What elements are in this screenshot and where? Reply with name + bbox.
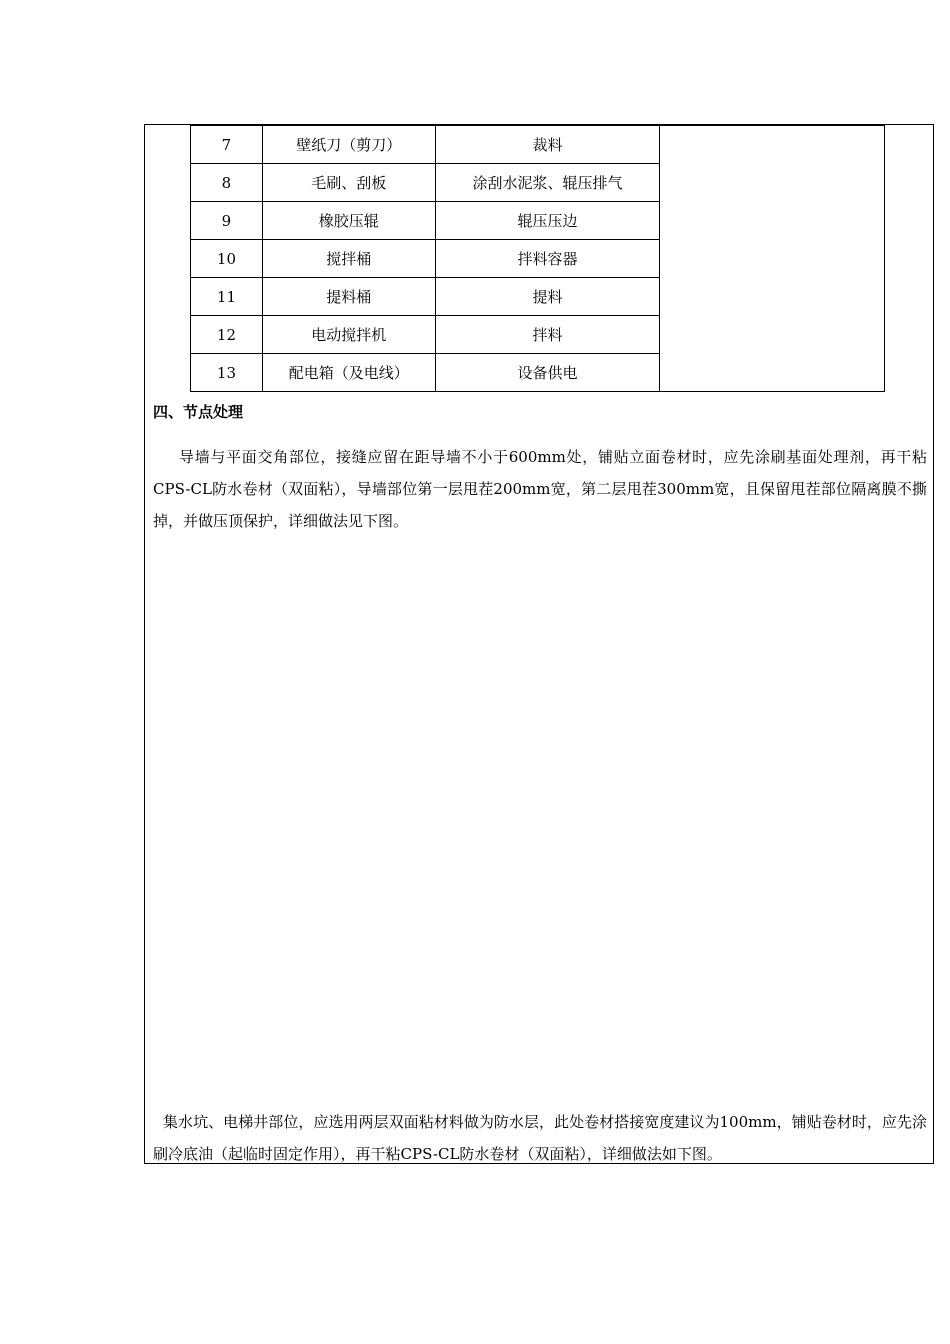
tool-use: 辊压压边 xyxy=(435,202,660,240)
row-number: 11 xyxy=(191,278,263,316)
row-number: 13 xyxy=(191,354,263,392)
figure-area xyxy=(153,540,927,1080)
row-number: 9 xyxy=(191,202,263,240)
section-heading: 四、节点处理 xyxy=(153,403,244,421)
table-row xyxy=(191,126,885,164)
tool-name: 提料桶 xyxy=(262,278,435,316)
tool-use: 涂刮水泥浆、辊压排气 xyxy=(435,164,660,202)
row-number: 7 xyxy=(191,126,263,164)
tool-name: 毛刷、刮板 xyxy=(262,164,435,202)
tool-name: 电动搅拌机 xyxy=(262,316,435,354)
tools-table xyxy=(190,125,885,392)
tool-use: 裁料 xyxy=(435,126,660,164)
tool-name: 壁纸刀（剪刀） xyxy=(262,126,435,164)
tool-name: 橡胶压辊 xyxy=(262,202,435,240)
tool-use: 提料 xyxy=(435,278,660,316)
row-number: 8 xyxy=(191,164,263,202)
row-number: 12 xyxy=(191,316,263,354)
tool-use: 拌料 xyxy=(435,316,660,354)
tool-use: 拌料容器 xyxy=(435,240,660,278)
tool-use: 设备供电 xyxy=(435,354,660,392)
tool-name: 配电箱（及电线） xyxy=(262,354,435,392)
paragraph-sump-pit: 集水坑、电梯井部位，应选用两层双面粘材料做为防水层，此处卷材搭接宽度建议为100mm，铺贴卷材时，应先涂刷冷底油（起临时固定作用），再干粘CPS-CL防水卷材（双面粘），详细做法如下图。 xyxy=(153,1113,927,1163)
paragraph-guide-wall: 导墙与平面交角部位，接缝应留在距导墙不小于600mm处，铺贴立面卷材时，应先涂刷基面处理剂，再干粘CPS-CL防水卷材（双面粘），导墙部位第一层甩茬200mm宽，第二层甩茬300mm宽，且保留甩茬部位隔离膜不撕掉，并做压顶保护，详细做法见下图。 xyxy=(153,448,927,530)
row-number: 10 xyxy=(191,240,263,278)
tool-name: 搅拌桶 xyxy=(262,240,435,278)
merged-blank-cell xyxy=(660,126,885,392)
